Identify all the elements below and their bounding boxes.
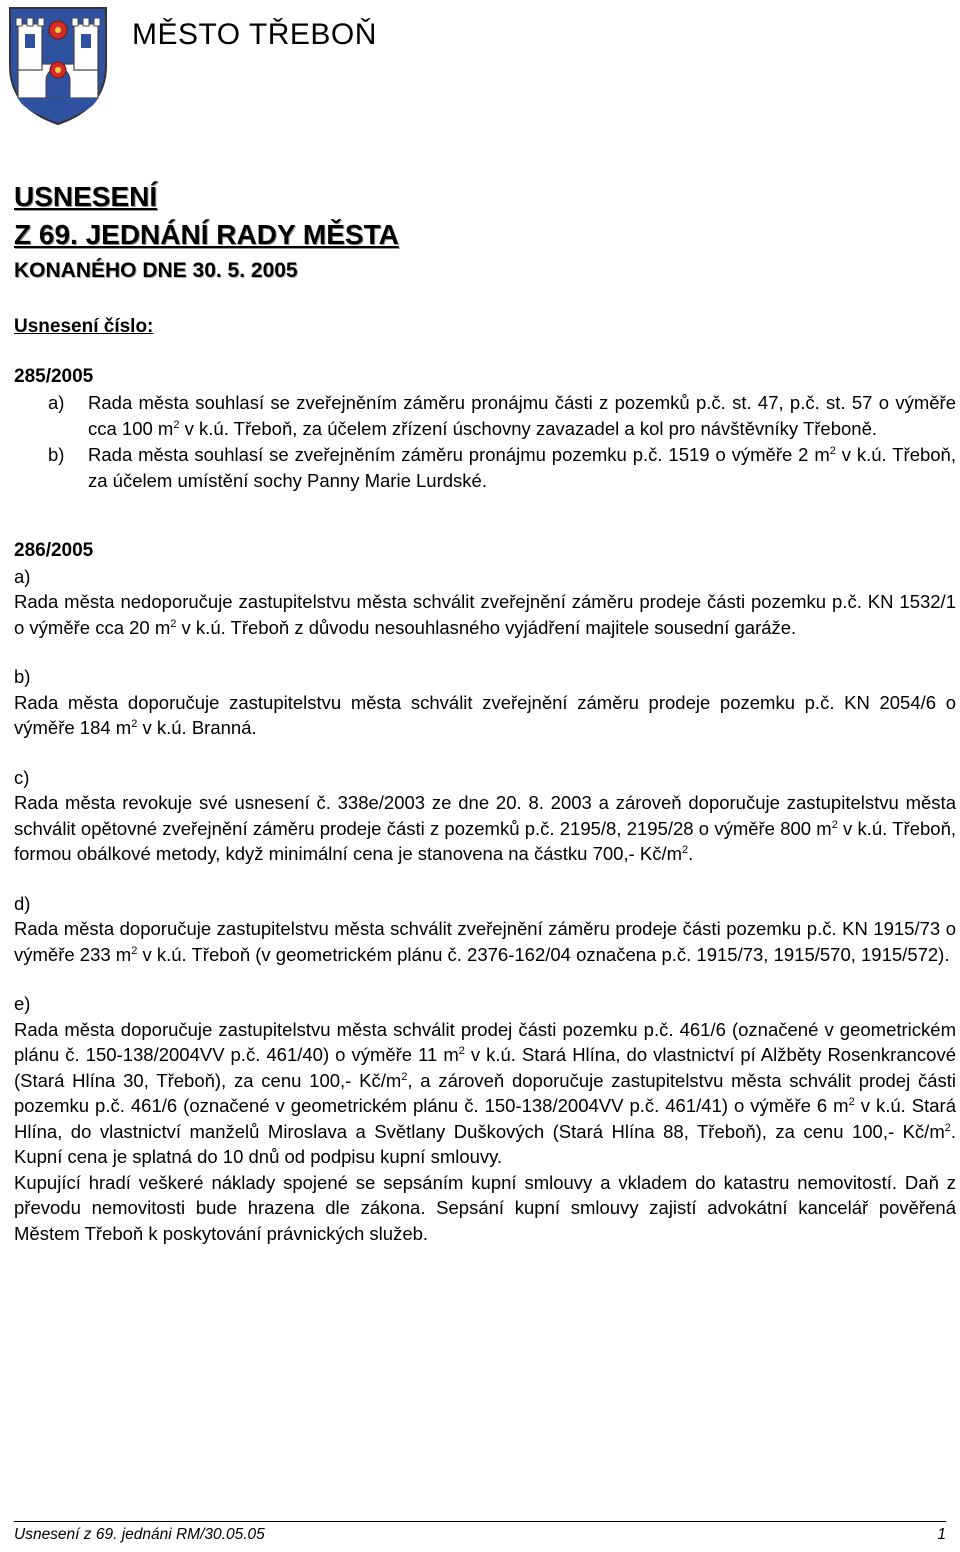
item-label: e) [14,993,31,1014]
resolution-item [14,442,956,494]
item-label: a) [48,392,65,413]
item-text: Rada města nedoporučuje zastupitelstvu města schválit zveřejnění záměru prodeje části pozemku p.č. KN 1532/1 o výměře cca 20 $m^2$ v k.ú. Třeboň z důvodu nesouhlasného vyjádření majitele sousední garáže. [14,591,956,638]
footer-divider [14,1521,946,1522]
resolution-286 [14,538,956,1246]
resolution-item [14,390,956,442]
resolution-number-label: Usnesení číslo: [14,316,154,337]
town-name-heading: MĚSTO TŘEBOŇ [132,18,377,51]
item-label: a) [14,565,31,587]
town-coat-of-arms [6,4,110,126]
title-line-1: USNESENÍ [14,181,158,212]
document-title [14,178,399,288]
item-label: b) [14,666,31,687]
item-label: c) [14,766,30,788]
item-text: Rada města revokuje své usnesení č. 338e/2003 ze dne 20. 8. 2003 a zároveň doporučuje zastupitelstvu města schválit opětovné zveřejnění záměru prodeje části z pozemků p.č. 2195/8, 2195/28 o výměře 800 $m^2$ v k.ú. Třeboň, formou obálkové metody, když minimální cena je stanovena na částku 700,- $Kč/m^2$. [14,792,956,864]
item-text: Rada města souhlasí se zveřejněním záměru pronájmu části z pozemků p.č. st. 47, p.č. st. 57 o výměře cca 100 $m^2$ v k.ú. Třeboň, za účelem zřízení úschovny zavazadel a kol pro návštěvníky Třeboně. [88,392,956,439]
title-line-3: KONANÉHO DNE 30. 5. 2005 [14,259,298,282]
resolution-number: 285/2005 [14,366,94,387]
item-text: Rada města doporučuje zastupitelstvu města schválit zveřejnění záměru prodeje části pozemku p.č. KN 1915/73 o výměře 233 $m^2$ v k.ú. Třeboň (v geometrickém plánu č. 2376-162/04 označena p.č. 1915/73, 1915/570, 1915/572). [14,918,956,965]
title-line-2: Z 69. JEDNÁNÍ RADY MĚSTA [14,219,399,250]
item-text: Rada města doporučuje zastupitelstvu města schválit zveřejnění záměru prodeje pozemku p.č. KN 2054/6 o výměře 184 $m^2$ v k.ú. Branná. [14,691,956,738]
resolution-number: 286/2005 [14,540,94,561]
page-number: 1 [937,1526,946,1543]
resolution-285 [14,364,956,494]
footer-document-label: Usnesení z 69. jednáni RM/30.05.05 [14,1526,265,1543]
item-text-additional: Kupující hradí veškeré náklady spojené se sepsáním kupní smlouvy a vkladem do katastru nemovitostí. Daň z převodu nemovitosti bude hrazena dle zákona. Sepsání kupní smlouvy zajistí advokátní kancelář pověřená Městem Třeboň k poskytování právnických služeb. [14,1171,956,1244]
item-label: d) [14,892,31,914]
item-text: Rada města souhlasí se zveřejněním záměru pronájmu pozemku p.č. 1519 o výměře 2 $m^2$ v k.ú. Třeboň, za účelem umístění sochy Panny Marie Lurdské. [88,444,956,491]
item-text: Rada města doporučuje zastupitelstvu města schválit prodej části pozemku p.č. 461/6 (označené v geometrickém plánu č. 150-138/2004VV p.č. 461/40) o výměře 11 $m^2$ v k.ú. Stará Hlína, do vlastnictví pí Alžběty Rosenkrancové (Stará Hlína 30, Třeboň), za cenu 100,- $Kč/m^2$, a zároveň doporučuje zastupitelstvu města schválit prodej části pozemku p.č. 461/6 (označené v geometrickém plánu č. 150-138/2004VV p.č. 461/41) o výměře 6 $m^2$ v k.ú. Stará Hlína, do vlastnictví manželů Miroslava a Světlany Duškových (Stará Hlína 88, Třeboň), za cenu 100,- $Kč/m^2$. Kupní cena je splatná do 10 dnů od podpisu kupní smlouvy. [14,1018,956,1167]
item-label: b) [48,444,65,465]
page-footer [14,1526,946,1544]
